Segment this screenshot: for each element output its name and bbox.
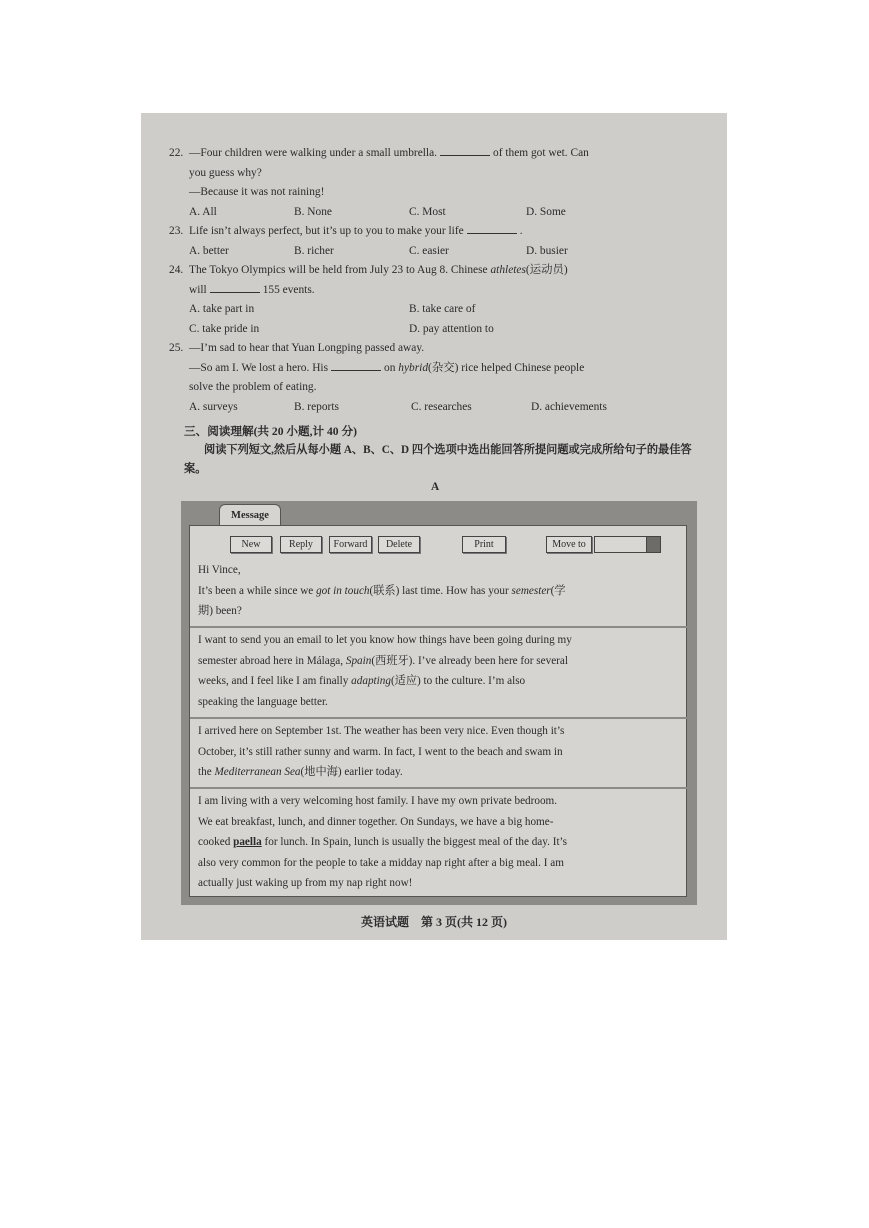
question-line: Life isn’t always perfect, but it’s up to you to make your life . (189, 225, 523, 237)
option-b: B. richer (294, 244, 334, 257)
message-body (189, 525, 687, 897)
new-button[interactable]: New (230, 536, 272, 553)
move-to-dropdown[interactable] (594, 536, 650, 553)
divider (190, 787, 688, 789)
exam-page (141, 113, 727, 940)
option-a: A. better (189, 244, 229, 257)
option-d: D. busier (526, 244, 568, 257)
option-b: B. None (294, 205, 332, 218)
question-number: 22. (169, 147, 184, 159)
option-a: A. surveys (189, 400, 238, 413)
forward-button[interactable]: Forward (329, 536, 372, 553)
dropdown-arrow-icon[interactable] (646, 536, 661, 553)
question-number: 25. (169, 342, 184, 354)
question-23 (169, 222, 709, 261)
question-line: will 155 events. (189, 283, 315, 296)
paella-word: paella (233, 836, 262, 849)
answer-blank (467, 223, 517, 234)
options (189, 398, 709, 418)
print-button[interactable]: Print (462, 536, 506, 553)
answer-blank (210, 282, 260, 293)
option-a: A. take part in (189, 303, 255, 316)
section-title: 三、阅读理解(共 20 小题,计 40 分) (184, 425, 357, 438)
question-24 (169, 261, 709, 339)
divider (190, 626, 688, 628)
option-b: B. reports (294, 400, 339, 413)
question-line: —So am I. We lost a hero. His on hybrid(杂交) rice helped Chinese people (189, 361, 585, 374)
question-25 (169, 339, 709, 417)
divider (190, 717, 688, 719)
passage-label: A (431, 481, 440, 493)
page-footer: 英语试题 第 3 页(共 12 页) (361, 915, 507, 929)
option-d: D. pay attention to (409, 322, 494, 335)
option-c: C. researches (411, 400, 472, 413)
greeting: Hi Vince, (198, 564, 241, 576)
move-to-button[interactable]: Move to (546, 536, 592, 553)
option-c: C. easier (409, 244, 449, 257)
message-paragraph-3: I arrived here on September 1st. The weather has been very nice. Even though it’s October, it’s still rather sunny and warm. In fact, I went to the beach and swam in the Mediterranean Sea(地中海) earlier today. (198, 725, 565, 779)
question-line: —I’m sad to hear that Yuan Longping passed away. (189, 342, 425, 354)
question-line: —Four children were walking under a small umbrella. of them got wet. Can (189, 147, 589, 159)
option-d: D. Some (526, 205, 566, 218)
answer-blank (440, 145, 490, 156)
message-paragraph-4: I am living with a very welcoming host family. I have my own private bedroom. We eat breakfast, lunch, and dinner together. On Sundays, we have a big home- cooked paella for lunch. In Spain, lunch is usually the biggest meal of the day. It’s also very common for the people to take a midday nap right after a big meal. I am actually just waking up from my nap right now! (198, 795, 568, 890)
option-c: C. Most (409, 205, 446, 218)
message-paragraph-1: Hi Vince, It’s been a while since we got in touch(联系) last time. How has your semester(学 期) been? (198, 560, 682, 622)
question-22 (169, 144, 709, 222)
reply-button[interactable]: Reply (280, 536, 322, 553)
option-a: A. All (189, 205, 217, 218)
question-line: —Because it was not raining! (189, 186, 325, 199)
question-line: you guess why? (189, 166, 262, 179)
option-d: D. achievements (531, 400, 607, 413)
options (189, 203, 709, 223)
options (189, 242, 709, 262)
question-line: solve the problem of eating. (189, 381, 317, 394)
question-number: 24. (169, 264, 184, 276)
option-c: C. take pride in (189, 322, 260, 335)
option-b: B. take care of (409, 303, 476, 316)
answer-blank (331, 360, 381, 371)
message-window (181, 501, 697, 905)
message-tab[interactable]: Message (219, 504, 281, 526)
delete-button[interactable]: Delete (378, 536, 420, 553)
question-line: The Tokyo Olympics will be held from July 23 to Aug 8. Chinese athletes(运动员) (189, 264, 568, 276)
question-number: 23. (169, 225, 184, 237)
options (189, 300, 709, 320)
section-instruction: 阅读下列短文,然后从每小题 A、B、C、D 四个选项中选出能回答所提问题或完成所给句子的最佳答案。 (184, 444, 692, 475)
message-paragraph-2: I want to send you an email to let you know how things have been going during my semester abroad here in Málaga, Spain(西班牙). I’ve already been here for several weeks, and I feel like I am finally adapting(适应) to the culture. I’m also speaking the language better. (198, 634, 572, 708)
options (189, 320, 709, 340)
